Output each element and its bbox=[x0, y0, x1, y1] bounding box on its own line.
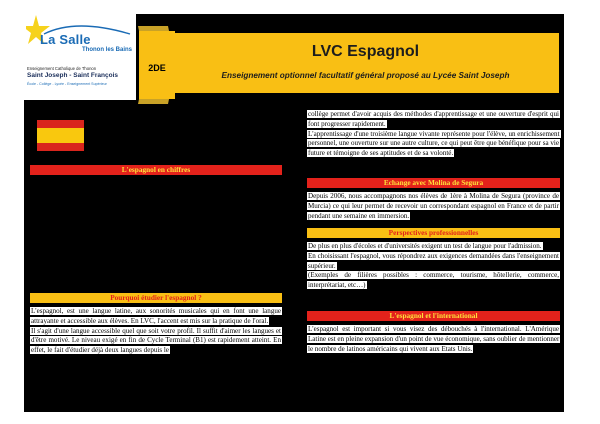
heading-pourquoi: Pourquoi étudier l'espagnol ? bbox=[30, 293, 282, 303]
heading-chiffres: L'espagnol en chiffres bbox=[30, 165, 282, 175]
pourquoi-p2: Il s'agit d'une langue accessible quel que soit votre profil. Il suffit d'aimer les langues et d'être motivé. Le niveau exigé en fin de Cycle Terminal (B1) est rapidement atteint. En effet, le fait d'étudier déjà deux langues depuis le bbox=[31, 326, 281, 355]
perspectives-p1: De plus en plus d'écoles et d'universités exigent un test de langue pour l'admission. bbox=[308, 242, 542, 250]
page-subtitle: Enseignement optionnel facultatif général proposé au Lycée Saint Joseph bbox=[221, 71, 510, 80]
text-international bbox=[307, 325, 560, 354]
suite-p1: collège permet d'avoir acquis des méthodes d'apprentissage et une ouverture d'esprit qui font progresser rapidement. bbox=[308, 110, 559, 128]
perspectives-p3: (Exemples de filières possibles : commerce, tourisme, hôtellerie, commerce, interprétariat, etc…) bbox=[308, 271, 559, 290]
logo-line2: Saint Joseph - Saint François bbox=[27, 72, 119, 79]
text-echange bbox=[307, 192, 560, 221]
level-label: 2DE bbox=[148, 63, 166, 73]
heading-international: L'espagnol et l'international bbox=[307, 311, 560, 321]
heading-echange: Echange avec Molina de Segura bbox=[307, 178, 560, 188]
logo-name: La Salle bbox=[40, 32, 91, 47]
text-suite bbox=[307, 110, 560, 159]
international-p1: L'espagnol est important si vous visez des débouchés à l'international. L'Amérique Latine est en pleine expansion d'un point de vue économique, sans oublier de mentionner le nombre de latinos américains qui vivent aux Etats Unis. bbox=[308, 325, 560, 353]
title-banner bbox=[172, 33, 559, 93]
spain-flag-icon bbox=[37, 120, 84, 151]
text-pourquoi bbox=[30, 307, 282, 356]
level-badge bbox=[139, 31, 175, 99]
school-logo bbox=[26, 14, 136, 100]
perspectives-p2: En choisissant l'espagnol, vous répondrez aux exigences demandées dans l'enseignement supérieur. bbox=[308, 251, 559, 270]
page-title: LVC Espagnol bbox=[311, 43, 420, 60]
heading-perspectives: Perspectives professionnelles bbox=[307, 228, 560, 238]
logo-city: Thonon les Bains bbox=[82, 47, 133, 53]
echange-p1: Depuis 2006, nous accompagnons nos élèves de 1ère à Molina de Segura (province de Murcia) ce qui leur permet de recevoir un correspondant espagnol en France et de partir pendant une semaine en immersion. bbox=[308, 192, 559, 220]
logo-line1: Enseignement Catholique de Thonon bbox=[27, 66, 97, 71]
suite-p2: L'apprentissage d'une troisième langue vivante représente pour l'élève, un enrichissement personnel, une ouverture sur une autre culture, ce qui peut être que bénéfique pour sa vie future et témoigne de ses aptitudes et de sa volonté. bbox=[308, 129, 560, 158]
text-perspectives bbox=[307, 242, 560, 291]
pourquoi-p1: L'espagnol, est une langue latine, aux sonorités musicales qui en font une langue attrayante et accessible aux élèves. En LVC, l'accent est mis sur la pratique de l'oral. bbox=[31, 307, 281, 325]
logo-line3: École - Collège - Lycée - Enseignement Supérieur bbox=[27, 82, 107, 86]
